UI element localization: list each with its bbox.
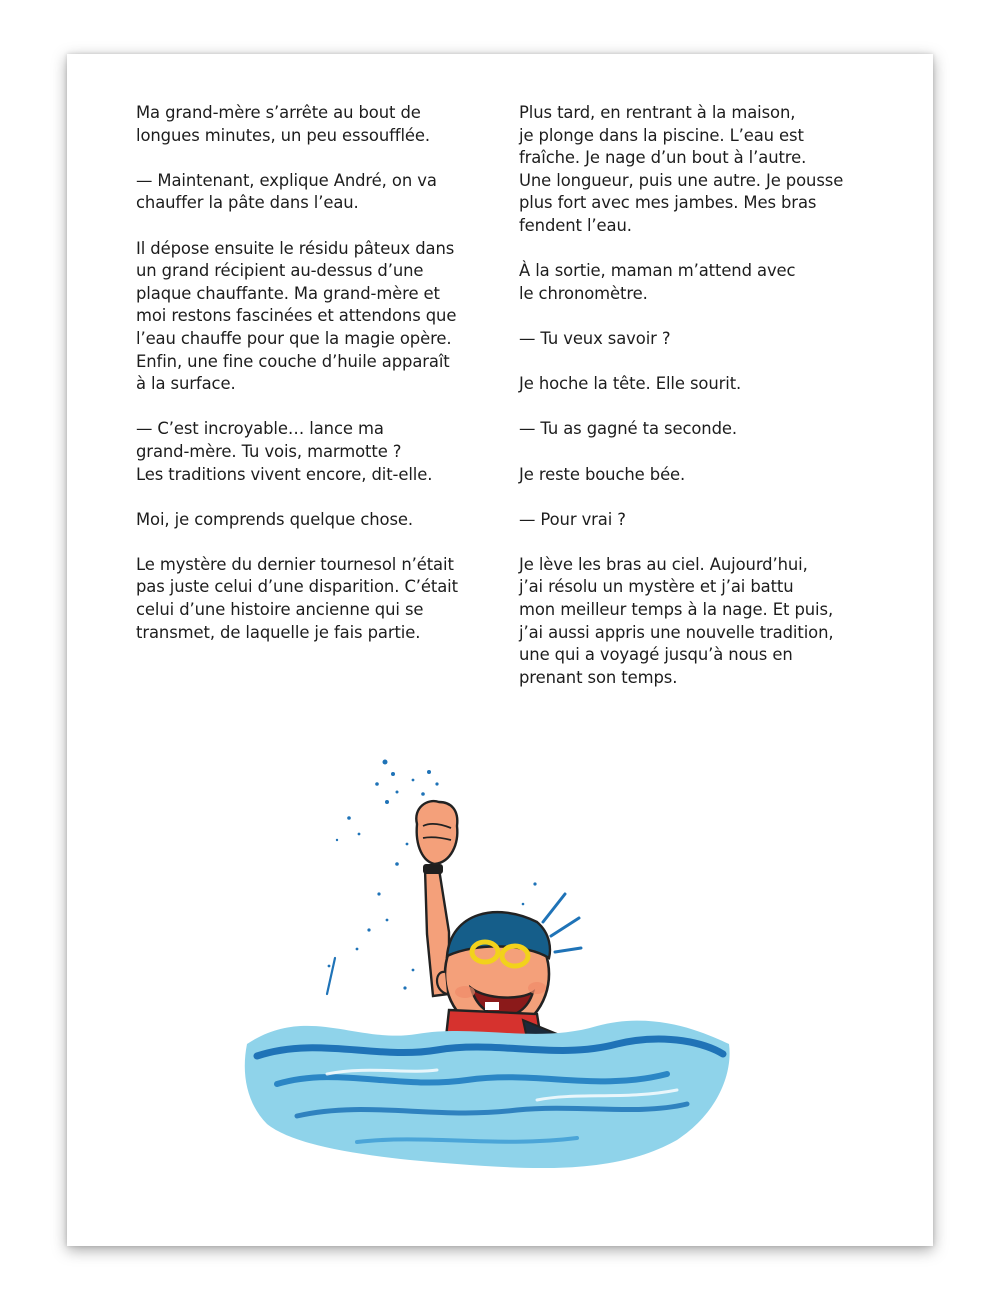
water-waves (245, 1021, 730, 1168)
paragraph: — Pour vrai ? (519, 509, 626, 529)
swimmer-celebrating-illustration (237, 744, 737, 1184)
paragraph: Il dépose ensuite le résidu pâteux dans un grand récipient au-dessus d’une plaque chauffante. Ma grand-mère et moi restons fascinées et attendons que l’eau chauffe pour que la magie opère. Enfin, une fine couche d’huile apparaît à la surface. (136, 238, 457, 394)
paragraph: Je hoche la tête. Elle sourit. (519, 374, 742, 394)
paragraph: Ma grand-mère s’arrête au bout de longues minutes, un peu essoufflée. (136, 103, 430, 145)
paragraph: À la sortie, maman m’attend avec le chronomètre. (519, 261, 796, 303)
paragraph: Plus tard, en rentrant à la maison, je plonge dans la piscine. L’eau est fraîche. Je nage d’un bout à l’autre. Une longueur, puis une autre. Je pousse plus fort avec mes jambes. Mes bras fendent l’eau. (519, 103, 844, 235)
paragraph: Le mystère du dernier tournesol n’était pas juste celui d’une disparition. C’était celui d’une histoire ancienne qui se transmet, de laquelle je fais partie. (136, 554, 458, 642)
paragraph: — C’est incroyable… lance ma grand-mère. Tu vois, marmotte ? Les traditions vivent encore, dit-elle. (136, 419, 433, 484)
book-page (67, 54, 933, 1246)
paragraph: — Maintenant, explique André, on va chauffer la pâte dans l’eau. (136, 170, 437, 213)
paragraph: Je reste bouche bée. (519, 464, 686, 484)
paragraph: — Tu veux savoir ? (519, 328, 671, 348)
splash-stroke-icon (327, 958, 335, 994)
paragraph: Moi, je comprends quelque chose. (136, 509, 413, 529)
right-text-column (519, 102, 869, 712)
left-text-column (136, 102, 481, 667)
paragraph: — Tu as gagné ta seconde. (519, 419, 737, 439)
paragraph: Je lève les bras au ciel. Aujourd’hui, j’ai résolu un mystère et j’ai battu mon meilleur temps à la nage. Et puis, j’ai aussi appris une nouvelle tradition, une qui a voyagé jusqu’à nous en prenant son temps. (519, 554, 834, 687)
